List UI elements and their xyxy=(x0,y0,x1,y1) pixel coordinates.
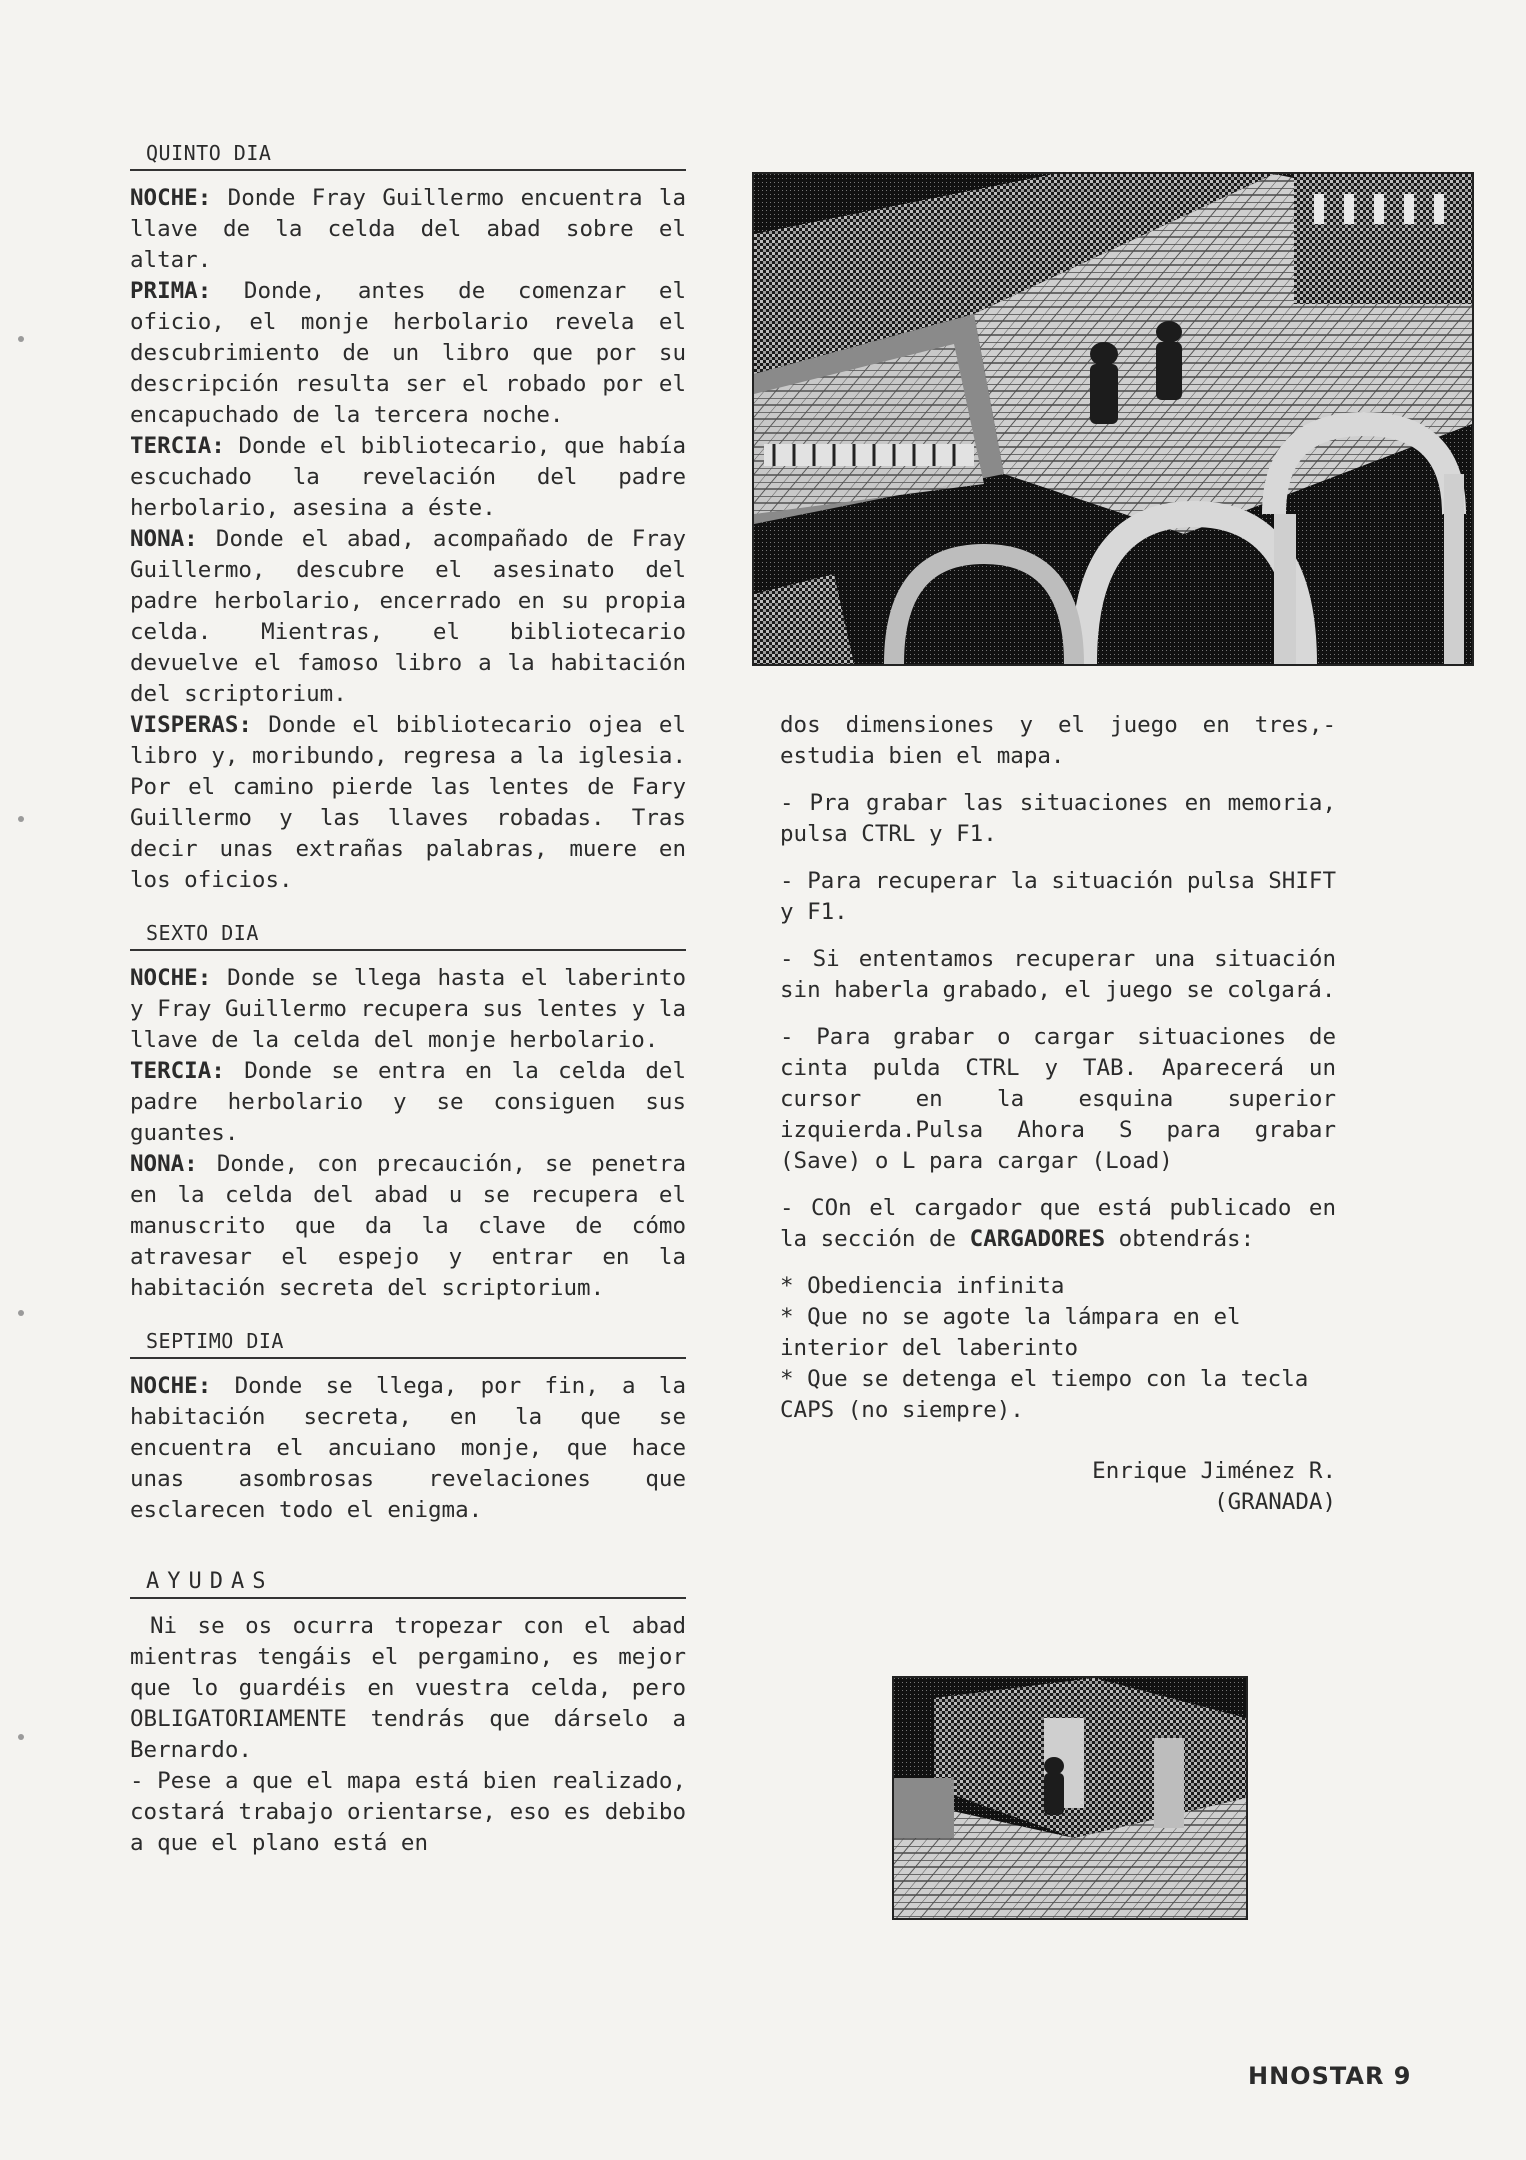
bullet-obediencia: * Obediencia infinita xyxy=(780,1273,1065,1299)
abbey-courtyard-picture xyxy=(754,174,1472,664)
bullet-lampara: * Que no se agote la lámpara en el interior del laberinto xyxy=(780,1304,1241,1361)
sexto-nona-label: NONA: xyxy=(130,1151,198,1177)
septimo-noche xyxy=(130,1371,686,1526)
ayudas-heading: AYUDAS xyxy=(130,1566,686,1599)
quinto-noche-text: Donde Fray Guillermo encuentra la llave de la celda del abad sobre el altar. xyxy=(130,185,686,273)
game-screenshot-abbey-courtyard xyxy=(752,172,1474,666)
quinto-prima xyxy=(130,276,686,431)
sexto-tercia-text: Donde se entra en la celda del padre herbolario y se consiguen sus guantes. xyxy=(130,1058,686,1146)
quinto-nona xyxy=(130,524,686,710)
author-place: (GRANADA) xyxy=(1214,1489,1336,1515)
right-paragraph-1: - Pra grabar las situaciones en memoria, pulsa CTRL y F1. xyxy=(780,790,1336,847)
right-paragraph-2: - Para recuperar la situación pulsa SHIFT y F1. xyxy=(780,868,1336,925)
punch-hole-mark xyxy=(18,816,24,822)
punch-hole-mark xyxy=(18,336,24,342)
sexto-tercia xyxy=(130,1056,686,1149)
quinto-nona-text: Donde el abad, acompañado de Fray Guillermo, descubre el asesinato del padre herbolario, encerrado en su propia celda. Mientras, el bibliotecario devuelve el famoso libro a la habitación del scriptorium. xyxy=(130,526,686,707)
sexto-nona xyxy=(130,1149,686,1304)
quinto-tercia-text: Donde el bibliotecario, que había escuchado la revelación del padre herbolario, asesina a éste. xyxy=(130,433,686,521)
punch-hole-mark xyxy=(18,1734,24,1740)
cargadores-label: CARGADORES xyxy=(969,1226,1106,1252)
sexto-nona-text: Donde, con precaución, se penetra en la celda del abad u se recupera el manuscrito que da la clave de cómo atravesar el espejo y entrar en la habitación secreta del scriptorium. xyxy=(130,1151,686,1301)
septimo-noche-text: Donde se llega, por fin, a la habitación secreta, en la que se encuentra el ancuiano monje, que hace unas asombrosas revelaciones que esclarecen todo el enigma. xyxy=(130,1373,686,1523)
quinto-noche xyxy=(130,183,686,276)
quinto-nona-label: NONA: xyxy=(130,526,198,552)
author-name: Enrique Jiménez R. xyxy=(1092,1458,1336,1484)
septimo-dia-heading: SEPTIMO DIA xyxy=(130,1326,686,1359)
quinto-prima-text: Donde, antes de comenzar el oficio, el monje herbolario revela el descubrimiento de un libro que por su descripción resulta ser el robado por el encapuchado de la tercera noche. xyxy=(130,278,686,428)
quinto-visperas xyxy=(130,710,686,896)
punch-hole-mark xyxy=(18,1310,24,1316)
sexto-noche-label: NOCHE: xyxy=(130,965,212,991)
interior-room-picture xyxy=(894,1678,1246,1918)
page-footer: HNOSTAR 9 xyxy=(1248,2062,1412,2090)
right-paragraph-4: - Para grabar o cargar situaciones de cinta pulda CTRL y TAB. Aparecerá un cursor en la esquina superior izquierda.Pulsa Ahora S para grabar (Save) o L para cargar (Load) xyxy=(780,1024,1336,1174)
ayudas-paragraph-1: Ni se os ocurra tropezar con el abad mientras tengáis el pergamino, es mejor que lo guardéis en vuestra celda, pero OBLIGATORIAMENTE tendrás que dárselo a Bernardo. xyxy=(130,1613,686,1763)
ayudas-paragraph-2: - Pese a que el mapa está bien realizado, costará trabajo orientarse, eso es debibo a que el plano está en xyxy=(130,1768,686,1856)
quinto-dia-heading: QUINTO DIA xyxy=(130,138,686,171)
quinto-visperas-label: VISPERAS: xyxy=(130,712,252,738)
right-paragraph-5 xyxy=(780,1193,1336,1255)
game-screenshot-interior-room xyxy=(892,1676,1248,1920)
right-paragraph-3: - Si ententamos recuperar una situación sin haberla grabado, el juego se colgará. xyxy=(780,946,1336,1003)
quinto-prima-label: PRIMA: xyxy=(130,278,212,304)
right-column xyxy=(780,710,1336,1518)
bullet-tiempo: * Que se detenga el tiempo con la tecla CAPS (no siempre). xyxy=(780,1366,1309,1423)
sexto-tercia-label: TERCIA: xyxy=(130,1058,225,1084)
sexto-noche xyxy=(130,963,686,1056)
septimo-noche-label: NOCHE: xyxy=(130,1373,212,1399)
quinto-tercia xyxy=(130,431,686,524)
right-paragraph-0: dos dimensiones y el juego en tres,-estudia bien el mapa. xyxy=(780,712,1336,769)
author-signature xyxy=(780,1456,1336,1518)
quinto-tercia-label: TERCIA: xyxy=(130,433,225,459)
quinto-noche-label: NOCHE: xyxy=(130,185,212,211)
quinto-visperas-text: Donde el bibliotecario ojea el libro y, moribundo, regresa a la iglesia. Por el camino pierde las lentes de Fary Guillermo y las llaves robadas. Tras decir unas extrañas palabras, muere en los oficios. xyxy=(130,712,686,893)
sexto-noche-text: Donde se llega hasta el laberinto y Fray Guillermo recupera sus lentes y la llave de la celda del monje herbolario. xyxy=(130,965,686,1053)
cargador-text-c: obtendrás: xyxy=(1105,1226,1255,1252)
cargador-text-a: - COn el cargador que está publicado en la sección de xyxy=(780,1195,1336,1252)
sexto-dia-heading: SEXTO DIA xyxy=(130,918,686,951)
left-column xyxy=(130,138,686,1859)
